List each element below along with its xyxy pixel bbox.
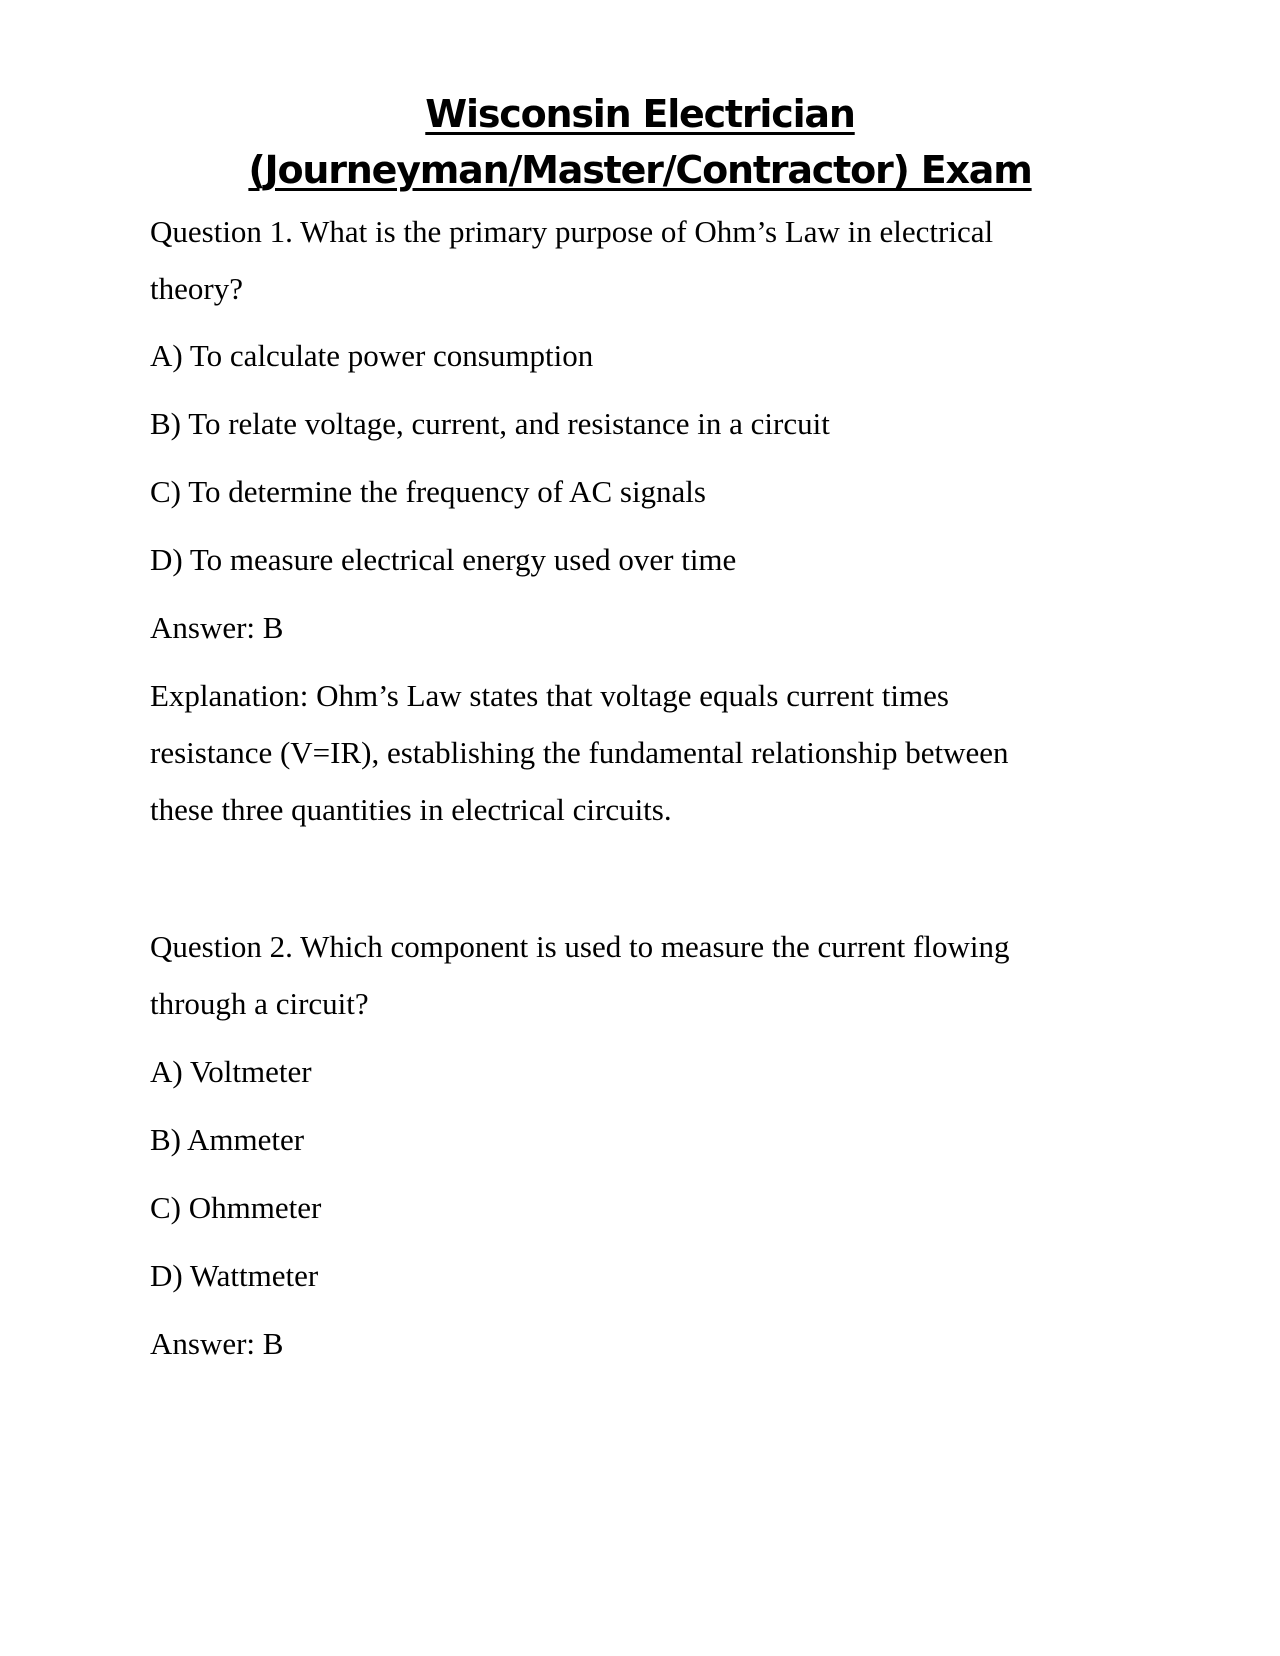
- question-1-option-d: D) To measure electrical energy used over time: [150, 542, 737, 577]
- question-2-option-a: A) Voltmeter: [150, 1054, 312, 1089]
- question-1-explanation-line-3: these three quantities in electrical circuits.: [150, 792, 672, 827]
- page-title-line-1: Wisconsin Electrician: [425, 92, 855, 136]
- question-1-explanation-line-1: Explanation: Ohm’s Law states that voltage equals current times: [150, 678, 949, 713]
- question-1-explanation-line-2: resistance (V=IR), establishing the fundamental relationship between: [150, 735, 1009, 770]
- question-2-option-c: C) Ohmmeter: [150, 1190, 322, 1225]
- question-2-text-line-2: through a circuit?: [150, 986, 369, 1021]
- question-1-answer: Answer: B: [150, 610, 284, 645]
- question-2-text-line-1: Question 2. Which component is used to measure the current flowing: [150, 929, 1010, 964]
- question-1-option-b: B) To relate voltage, current, and resistance in a circuit: [150, 406, 830, 441]
- question-1-text-line-1: Question 1. What is the primary purpose of Ohm’s Law in electrical: [150, 214, 994, 249]
- question-1-option-a: A) To calculate power consumption: [150, 338, 594, 373]
- question-1-text-line-2: theory?: [150, 271, 243, 306]
- question-2-answer: Answer: B: [150, 1326, 284, 1361]
- question-2-option-d: D) Wattmeter: [150, 1258, 319, 1293]
- question-2-option-b: B) Ammeter: [150, 1122, 305, 1157]
- question-1-option-c: C) To determine the frequency of AC signals: [150, 474, 706, 509]
- page-title-line-2: (Journeyman/Master/Contractor) Exam: [248, 148, 1032, 192]
